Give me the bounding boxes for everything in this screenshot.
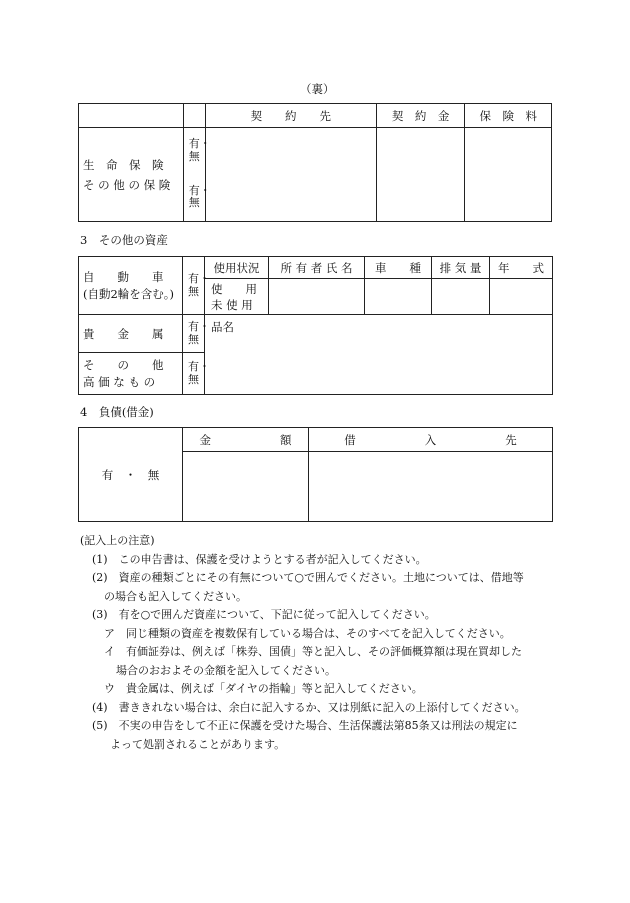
section3-title: 3 その他の資産 bbox=[80, 233, 168, 247]
other-valuables-label bbox=[79, 353, 183, 395]
displacement-header: 排 気 量 bbox=[432, 257, 490, 279]
note-5: (5) 不実の申告をして不正に保護を受けた場合、生活保護法第85条又は刑法の規定に bbox=[92, 719, 518, 732]
owner-cell[interactable] bbox=[269, 279, 365, 315]
note-1: (1) この申告書は、保護を受けようとする者が記入してください。 bbox=[92, 552, 427, 566]
debt-yesno[interactable]: 有 ・ 無 bbox=[79, 428, 183, 522]
note-3a: ア 同じ種類の資産を複数保有している場合は、そのすべてを記入してください。 bbox=[104, 626, 511, 640]
note-5-cont: よって処罰されることがあります。 bbox=[110, 737, 286, 751]
car-label-line2: (自動2輪を含む。) bbox=[83, 286, 175, 301]
car-label bbox=[79, 257, 183, 315]
other-assets-table bbox=[78, 256, 553, 395]
usage-header: 使用状況 bbox=[205, 257, 269, 279]
note-2-cont: の場合も記入してください。 bbox=[104, 589, 247, 603]
usage-cell[interactable] bbox=[205, 279, 269, 315]
note-3b: イ 有価証券は、例えば「株券、国債」等と記入し、その評価概算額は現在買却した bbox=[104, 645, 522, 658]
usage-unused[interactable]: 未 使 用 bbox=[211, 297, 253, 312]
debt-amount-header: 金 額 bbox=[183, 428, 309, 452]
premium-header: 保 険 料 bbox=[465, 104, 552, 128]
insurance-table bbox=[78, 103, 552, 222]
debt-table bbox=[78, 427, 553, 522]
model-year-header: 年 式 bbox=[490, 257, 553, 279]
contract-amount-header: 契 約 金 bbox=[376, 104, 465, 128]
life-insurance-label: 生 命 保 険 bbox=[83, 157, 164, 172]
section4-title: 4 負債(借金) bbox=[80, 405, 154, 419]
note-3: (3) 有を○で囲んだ資産について、下記に従って記入してください。 bbox=[92, 608, 436, 621]
note-2: (2) 資産の種類ごとにその有無について○で囲んでください。土地については、借地等 bbox=[92, 571, 524, 584]
car-yesno[interactable]: 有・無 bbox=[183, 257, 205, 315]
notes-section bbox=[80, 532, 560, 754]
blank-cell bbox=[183, 104, 205, 128]
contract-party-header: 契 約 先 bbox=[205, 104, 376, 128]
insurance-label bbox=[79, 128, 184, 222]
owner-header: 所 有 者 氏 名 bbox=[269, 257, 365, 279]
other-insurance-yesno[interactable]: 有・無 bbox=[183, 174, 205, 222]
car-type-cell[interactable] bbox=[365, 279, 432, 315]
other-valuables-line2: 高 価 な も の bbox=[83, 374, 156, 389]
item-name-cell[interactable] bbox=[205, 315, 553, 395]
note-3c: ウ 貴金属は、例えば「ダイヤの指輪」等と記入してください。 bbox=[104, 682, 423, 695]
insurance-amount-cell[interactable] bbox=[376, 128, 465, 222]
insurance-contract-party-cell[interactable] bbox=[205, 128, 376, 222]
other-valuables-line1: そ の 他 bbox=[83, 357, 164, 372]
page-side-label: （裏） bbox=[300, 82, 335, 96]
other-insurance-label: そ の 他 の 保 険 bbox=[83, 177, 171, 192]
item-name-label: 品名 bbox=[211, 320, 234, 334]
precious-metal-label: 貴 金 属 bbox=[79, 315, 183, 353]
model-year-cell[interactable] bbox=[490, 279, 553, 315]
note-3b-cont: 場合のおおよその金額を記入してください。 bbox=[116, 663, 336, 677]
insurance-premium-cell[interactable] bbox=[465, 128, 552, 222]
car-type-header: 車 種 bbox=[365, 257, 432, 279]
car-label-line1: 自 動 車 bbox=[83, 269, 164, 284]
debt-lender-cell[interactable] bbox=[309, 452, 553, 522]
usage-used[interactable]: 使 用 bbox=[211, 281, 257, 296]
precious-metal-yesno[interactable]: 有・無 bbox=[183, 315, 205, 353]
debt-amount-cell[interactable] bbox=[183, 452, 309, 522]
note-4: (4) 書ききれない場合は、余白に記入するか、又は別紙に記入の上添付してください。 bbox=[92, 700, 526, 714]
notes-title: (記入上の注意) bbox=[80, 534, 155, 547]
displacement-cell[interactable] bbox=[432, 279, 490, 315]
other-valuables-yesno[interactable]: 有・無 bbox=[183, 353, 205, 395]
blank-cell bbox=[79, 104, 184, 128]
life-insurance-yesno[interactable]: 有・無 bbox=[183, 128, 205, 174]
debt-lender-header: 借 入 先 bbox=[309, 428, 553, 452]
